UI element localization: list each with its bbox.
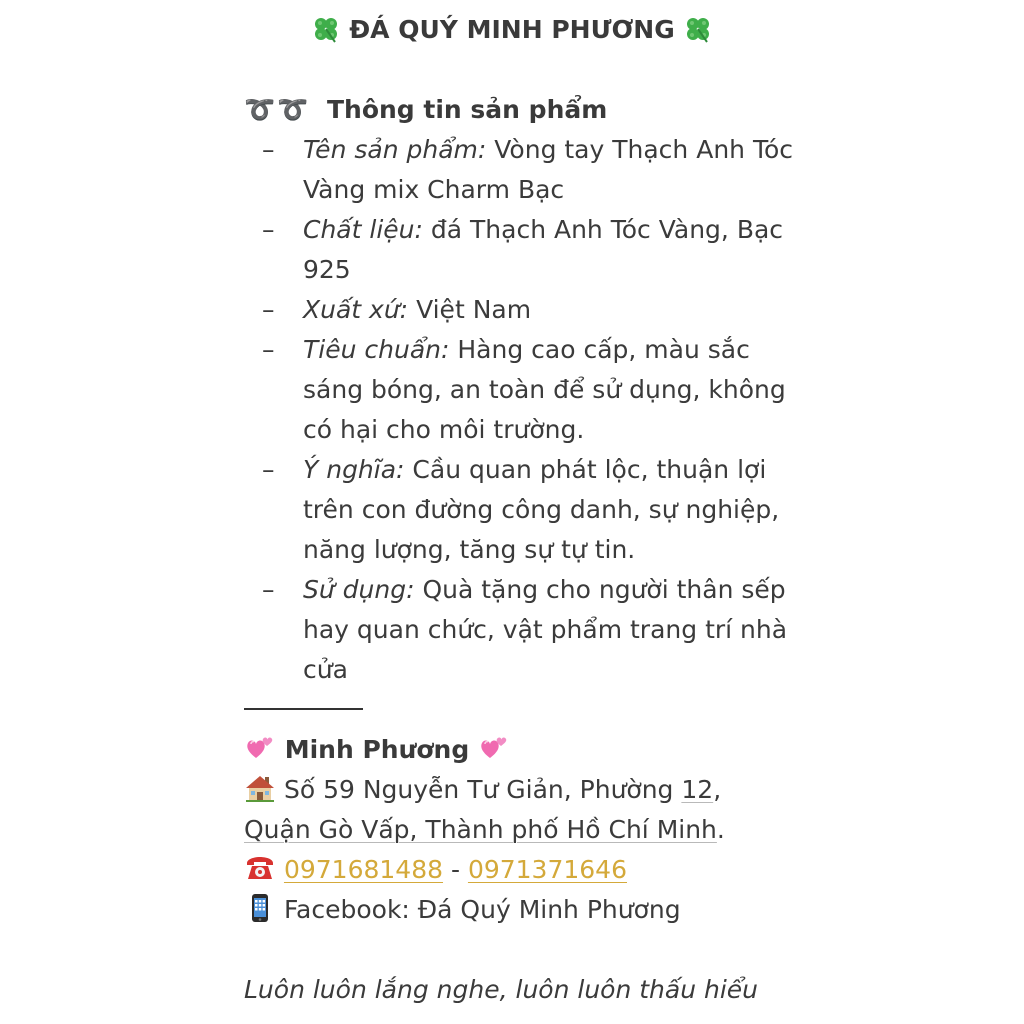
spec-value: đá Thạch Anh Tóc Vàng, Bạc 925 bbox=[303, 215, 784, 284]
house-icon bbox=[244, 772, 276, 804]
spec-key: Chất liệu: bbox=[303, 215, 423, 244]
two-hearts-icon bbox=[244, 732, 276, 764]
section-divider bbox=[244, 708, 363, 710]
spec-key: Ý nghĩa: bbox=[303, 455, 405, 484]
product-spec-list bbox=[244, 130, 804, 690]
curly-loop-icon: ➰➰ bbox=[244, 95, 311, 124]
spec-item-material bbox=[244, 210, 804, 290]
four-leaf-clover-icon bbox=[683, 14, 713, 44]
page-title bbox=[0, 10, 1024, 50]
product-info-heading bbox=[244, 90, 607, 130]
shop-phones bbox=[244, 850, 627, 890]
phone-separator: - bbox=[443, 855, 468, 884]
spec-value: Vòng tay Thạch Anh Tóc Vàng mix Charm Bạc bbox=[303, 135, 794, 204]
address-period: . bbox=[716, 815, 725, 844]
spec-value: Cầu quan phát lộc, thuận lợi trên con đường công danh, sự nghiệp, năng lượng, tăng sự tự tin. bbox=[303, 455, 780, 564]
bullet-dash: – bbox=[262, 335, 275, 364]
spec-item-origin bbox=[244, 290, 804, 330]
address-line-1: Số 59 Nguyễn Tư Giản, Phường bbox=[283, 775, 682, 804]
four-leaf-clover-icon bbox=[311, 14, 341, 44]
shop-slogan: Luôn luôn lắng nghe, luôn luôn thấu hiểu bbox=[244, 975, 759, 1004]
address-ward: 12 bbox=[681, 775, 714, 804]
spec-item-standard bbox=[244, 330, 804, 450]
bullet-dash: – bbox=[262, 135, 275, 164]
address-comma: , bbox=[713, 775, 722, 804]
shop-name-text: Minh Phương bbox=[284, 735, 470, 764]
phone-link-2[interactable]: 0971371646 bbox=[467, 855, 627, 884]
spec-key: Tên sản phẩm: bbox=[303, 135, 487, 164]
spec-value: Việt Nam bbox=[416, 295, 532, 324]
spec-key: Sử dụng: bbox=[303, 575, 415, 604]
bullet-dash: – bbox=[262, 575, 275, 604]
shop-facebook bbox=[244, 890, 681, 930]
bullet-dash: – bbox=[262, 455, 275, 484]
mobile-phone-icon bbox=[244, 892, 276, 924]
shop-address bbox=[244, 770, 744, 850]
bullet-dash: – bbox=[262, 215, 275, 244]
facebook-text: Facebook: Đá Quý Minh Phương bbox=[283, 895, 681, 924]
spec-key: Tiêu chuẩn: bbox=[303, 335, 450, 364]
product-info-heading-text: Thông tin sản phẩm bbox=[326, 95, 608, 124]
page-title-text: ĐÁ QUÝ MINH PHƯƠNG bbox=[349, 15, 675, 44]
spec-item-usage bbox=[244, 570, 804, 690]
telephone-icon bbox=[244, 852, 276, 884]
spec-item-name bbox=[244, 130, 804, 210]
two-hearts-icon bbox=[478, 732, 510, 764]
spec-value: Hàng cao cấp, màu sắc sáng bóng, an toàn để sử dụng, không có hại cho môi trường. bbox=[303, 335, 786, 444]
spec-value: Quà tặng cho người thân sếp hay quan chức, vật phẩm trang trí nhà cửa bbox=[303, 575, 788, 684]
bullet-dash: – bbox=[262, 295, 275, 324]
spec-key: Xuất xứ: bbox=[303, 295, 409, 324]
address-district-link[interactable]: Quận Gò Vấp, Thành phố Hồ Chí Minh bbox=[244, 815, 717, 844]
shop-name bbox=[244, 730, 510, 770]
phone-link-1[interactable]: 0971681488 bbox=[283, 855, 444, 884]
spec-item-meaning bbox=[244, 450, 804, 570]
